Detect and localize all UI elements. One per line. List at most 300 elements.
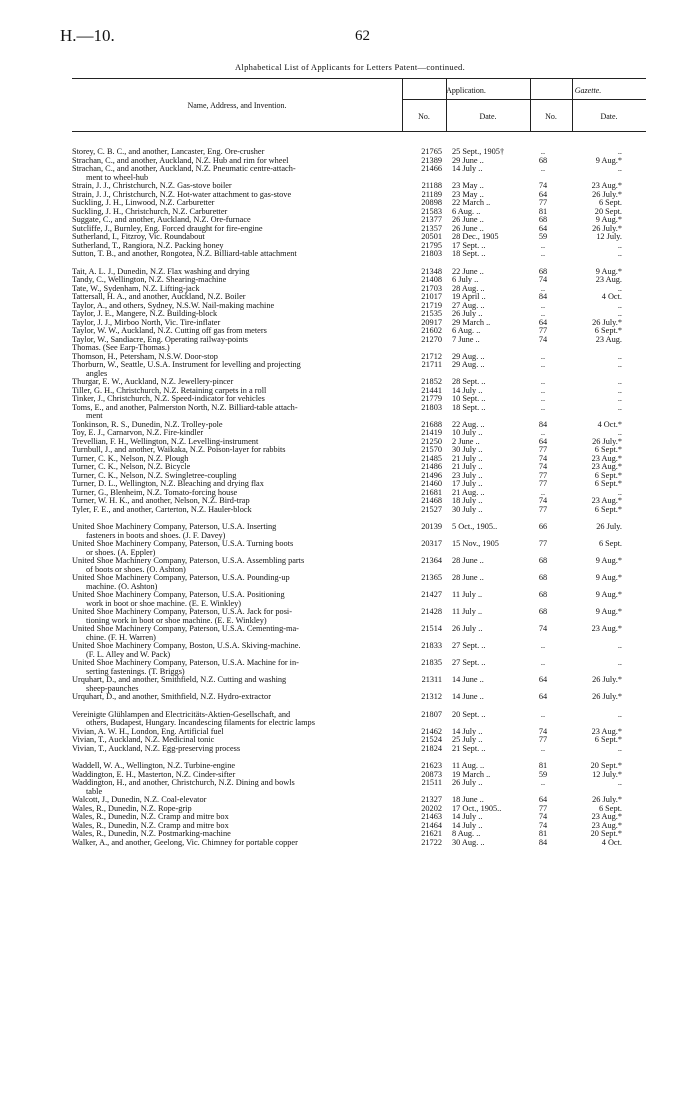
gazette-date: 26 July.* bbox=[592, 795, 622, 804]
gazette-date: .. bbox=[617, 743, 622, 753]
applicant-text: Tandy, C., Wellington, N.Z. Shearing-machine bbox=[72, 275, 227, 284]
application-number: 20898 bbox=[421, 198, 442, 207]
gazette-number: .. bbox=[540, 658, 546, 667]
applicant-text: Tyler, F. E., and another, Carterton, N.Z. Hauler-block bbox=[72, 504, 252, 514]
application-date: 8 Aug. .. bbox=[452, 829, 481, 838]
applicant-text-continued: fasteners in boots and shoes. (J. F. Davey) bbox=[86, 530, 226, 540]
application-number: 21466 bbox=[421, 164, 442, 173]
gazette-number: 68 bbox=[538, 590, 548, 599]
application-date: 22 March .. bbox=[452, 198, 491, 207]
gazette-date: 23 Aug.* bbox=[591, 726, 622, 736]
application-number: 21428 bbox=[421, 607, 442, 616]
applicant-text: Wales, R., Dunedin, N.Z. Cramp and mitre box bbox=[72, 812, 229, 821]
gazette-date: 23 Aug. bbox=[595, 275, 622, 284]
page-number: 62 bbox=[355, 28, 370, 44]
application-date: 14 July .. bbox=[452, 385, 483, 395]
application-date: 22 June .. bbox=[452, 266, 484, 276]
application-number: 21602 bbox=[421, 326, 442, 335]
application-number: 21270 bbox=[421, 334, 442, 344]
gazette-date: 20 Sept.* bbox=[590, 761, 622, 770]
gazette-number: 77 bbox=[538, 803, 548, 813]
applicant-text: Storey, C. B. C., and another, Lancaster, Eng. Ore-crusher bbox=[72, 147, 265, 156]
gazette-number: 68 bbox=[538, 215, 548, 224]
gazette-number: 84 bbox=[538, 419, 548, 429]
application-number: 21408 bbox=[421, 275, 442, 284]
application-number: 21524 bbox=[421, 735, 442, 744]
gazette-date: .. bbox=[617, 394, 622, 403]
applicant-text: Suckling, J. H., Christchurch, N.Z. Carburetter bbox=[72, 206, 228, 216]
applicant-text: Tait, A. L. J., Dunedin, N.Z. Flax washing and drying bbox=[72, 266, 250, 276]
header-gazette: Gazette. bbox=[574, 86, 602, 95]
applicant-text: Vivian, A. W. H., London, Eng. Artificial fuel bbox=[72, 726, 224, 736]
applicant-text: United Shoe Machinery Company, Paterson, U.S.A. Inserting bbox=[72, 522, 277, 531]
table-row bbox=[72, 404, 646, 421]
table-row bbox=[72, 745, 646, 754]
applicant-text: Sutcliffe, J., Burnley, Eng. Forced draught for fire-engine bbox=[72, 223, 263, 233]
gazette-date: 26 July.* bbox=[592, 317, 622, 327]
applicant-text-continued: chine. (F. H. Warren) bbox=[86, 632, 156, 642]
table-row bbox=[72, 250, 646, 259]
application-date: 27 Sept. .. bbox=[452, 658, 486, 667]
gazette-number: .. bbox=[540, 394, 546, 403]
application-number: 21583 bbox=[421, 206, 442, 216]
application-number: 21327 bbox=[421, 795, 442, 804]
applicant-name bbox=[72, 506, 402, 515]
applicant-text: Taylor, J. J., Mirboo North, Vic. Tire-inflater bbox=[72, 317, 221, 327]
application-date: 18 July .. bbox=[452, 496, 483, 505]
applicant-text: Sutherland, T., Rangiora, N.Z. Packing honey bbox=[72, 240, 224, 250]
gazette-number: .. bbox=[540, 778, 546, 787]
applicant-text-continued: ment to wheel-hub bbox=[86, 172, 149, 182]
gazette-number: 68 bbox=[538, 607, 548, 616]
gazette-number: .. bbox=[540, 377, 546, 386]
application-date: 29 Aug. .. bbox=[452, 360, 485, 369]
applicant-text: Vivian, T., Auckland, N.Z. Medicinal tonic bbox=[72, 735, 215, 744]
applicant-text: Taylor, W., Sandiacre, Eng. Operating railway-points bbox=[72, 334, 249, 344]
gazette-date: 4 Oct. bbox=[601, 837, 622, 847]
gazette-date: 6 Sept. bbox=[598, 539, 622, 548]
table-row bbox=[72, 165, 646, 182]
applicant-text: United Shoe Machinery Company, Paterson, U.S.A. Jack for posi- bbox=[72, 607, 292, 616]
application-date: 29 June .. bbox=[452, 155, 484, 165]
header-app-date: Date. bbox=[479, 112, 497, 121]
application-number: 21803 bbox=[421, 249, 442, 258]
application-date: 6 Aug. .. bbox=[452, 326, 481, 335]
application-number: 21312 bbox=[421, 692, 442, 701]
application-number: 21765 bbox=[421, 147, 442, 156]
gazette-number: 74 bbox=[538, 462, 548, 471]
gazette-date: 9 Aug.* bbox=[595, 590, 622, 599]
header-app-no: No. bbox=[418, 112, 430, 121]
application-number: 21722 bbox=[421, 837, 442, 847]
gazette-number: 77 bbox=[538, 198, 548, 207]
applicant-text: Tiller, G. H., Christchurch, N.Z. Retaining carpets in a roll bbox=[72, 385, 267, 395]
gazette-date: 6 Sept.* bbox=[594, 735, 622, 744]
applicant-text: Strachan, C., and another, Auckland, N.Z. Pneumatic centre-attach- bbox=[72, 164, 296, 173]
gazette-number: .. bbox=[540, 309, 546, 318]
application-date: 28 Dec., 1905 bbox=[452, 232, 499, 241]
gazette-number: .. bbox=[540, 300, 546, 310]
applicant-text: United Shoe Machinery Company, Paterson, U.S.A. Pounding-up bbox=[72, 573, 290, 582]
application-number: 21460 bbox=[421, 479, 442, 488]
applicant-text: Wales, R., Dunedin, N.Z. Rope-grip bbox=[72, 803, 192, 813]
application-number: 21719 bbox=[421, 300, 442, 310]
applicant-text: Turner, W. H. K., and another, Nelson, N.Z. Bird-trap bbox=[72, 496, 250, 505]
application-date: 10 July .. bbox=[452, 428, 483, 437]
gazette-number: 64 bbox=[538, 675, 548, 684]
application-number: 21514 bbox=[421, 624, 442, 633]
application-number: 21486 bbox=[421, 462, 442, 471]
applicant-text: Tate, W., Sydenham, N.Z. Lifting-jack bbox=[72, 283, 200, 293]
applicant-name bbox=[72, 659, 402, 676]
applicant-name bbox=[72, 574, 402, 591]
gazette-date: 23 Aug. bbox=[595, 334, 622, 344]
application-date: 20 Sept. .. bbox=[452, 709, 486, 719]
applicant-text: Suggate, C., and another, Auckland, N.Z. Ore-furnace bbox=[72, 215, 251, 224]
header-application: Application. bbox=[446, 86, 486, 95]
application-date: 14 July .. bbox=[452, 812, 483, 821]
applicant-text-continued: table bbox=[86, 786, 103, 796]
gazette-date: 4 Oct.* bbox=[597, 419, 622, 429]
application-number: 21712 bbox=[421, 351, 442, 361]
application-date: 11 Aug. .. bbox=[452, 761, 485, 770]
gazette-date: 9 Aug.* bbox=[595, 266, 622, 276]
applicant-text: Taylor, W. W., Auckland, N.Z. Cutting off gas from meters bbox=[72, 326, 267, 335]
application-date: 23 May .. bbox=[452, 181, 484, 190]
gazette-number: .. bbox=[540, 709, 546, 719]
gazette-date: 12 July.* bbox=[592, 769, 622, 779]
application-number: 21463 bbox=[421, 812, 442, 821]
application-date: 23 May .. bbox=[452, 189, 484, 199]
gazette-number: 64 bbox=[538, 436, 548, 446]
applicant-text: Taylor, A., and others, Sydney, N.S.W. Nail-making machine bbox=[72, 300, 275, 310]
gazette-number: 77 bbox=[538, 504, 548, 514]
table-row bbox=[72, 608, 646, 625]
application-date: 30 Aug. .. bbox=[452, 837, 485, 847]
applicant-text: Taylor, J. E., Mangere, N.Z. Building-block bbox=[72, 309, 218, 318]
applicant-text: Urquhart, D., and another, Smithfield, N.Z. Hydro-extractor bbox=[72, 692, 271, 701]
table-row bbox=[72, 676, 646, 693]
applicant-text: United Shoe Machinery Company, Paterson, U.S.A. Machine for in- bbox=[72, 658, 299, 667]
application-date: 28 June .. bbox=[452, 573, 484, 582]
applicant-text: Strain, J. J., Christchurch, N.Z. Hot-water attachment to gas-stove bbox=[72, 189, 292, 199]
gazette-date bbox=[562, 344, 622, 353]
gazette-number: 81 bbox=[538, 761, 548, 770]
application-date: 26 July .. bbox=[452, 778, 483, 787]
table-header bbox=[72, 78, 646, 132]
application-date: 14 June .. bbox=[452, 675, 484, 684]
application-date: 28 June .. bbox=[452, 556, 484, 565]
gazette-date: 20 Sept.* bbox=[590, 829, 622, 838]
applicant-text-continued: ment bbox=[86, 411, 103, 420]
gazette-number: 64 bbox=[538, 223, 548, 233]
applicant-text-continued: others, Budapest, Hungary. Incandescing filaments for electric lamps bbox=[86, 718, 315, 727]
application-date: 6 Aug. .. bbox=[452, 206, 481, 216]
applicant-text: Thurgar, E. W., Auckland, N.Z. Jewellery-pincer bbox=[72, 377, 234, 386]
application-number: 21419 bbox=[421, 428, 442, 437]
application-number: 21365 bbox=[421, 573, 442, 582]
header-gazette-date: Date. bbox=[600, 112, 618, 121]
gazette-date: .. bbox=[617, 249, 622, 258]
gazette-number: 74 bbox=[538, 181, 548, 190]
application-number: 21427 bbox=[421, 590, 442, 599]
gazette-date: .. bbox=[617, 360, 622, 369]
application-number: 20873 bbox=[421, 769, 442, 779]
gazette-number: 59 bbox=[538, 769, 548, 779]
gazette-number: 77 bbox=[538, 470, 548, 480]
header-name: Name, Address, and Invention. bbox=[187, 101, 287, 110]
application-date: 21 July .. bbox=[452, 453, 483, 463]
applicant-text: Walcott, J., Dunedin, N.Z. Coal-elevator bbox=[72, 795, 207, 804]
gazette-date: 12 July. bbox=[596, 232, 622, 241]
gazette-number: 64 bbox=[538, 317, 548, 327]
gazette-date: 23 Aug.* bbox=[591, 453, 622, 463]
application-number: 21703 bbox=[421, 283, 442, 293]
applicant-text: Waddington, E. H., Masterton, N.Z. Cinder-sifter bbox=[72, 769, 236, 779]
patent-table bbox=[72, 78, 646, 847]
application-number: 21188 bbox=[421, 181, 442, 190]
application-number: 21807 bbox=[421, 709, 442, 719]
gazette-number: 77 bbox=[538, 479, 548, 488]
applicant-text: Turner, C. K., Nelson, N.Z. Plough bbox=[72, 453, 189, 463]
application-date: 30 July .. bbox=[452, 504, 483, 514]
application-number: 21468 bbox=[421, 496, 442, 505]
gazette-date: 26 July.* bbox=[592, 692, 622, 701]
application-date: 22 Aug. .. bbox=[452, 419, 485, 429]
table-row bbox=[72, 523, 646, 540]
applicant-text-continued: (F. L. Alley and W. Pack) bbox=[86, 649, 171, 659]
application-date: 26 June .. bbox=[452, 223, 484, 233]
applicant-text: Strain, J. J., Christchurch, N.Z. Gas-stove boiler bbox=[72, 181, 232, 190]
gazette-date: .. bbox=[617, 147, 622, 156]
gazette-number: 84 bbox=[538, 292, 548, 301]
application-date: 14 July .. bbox=[452, 726, 483, 736]
gazette-date: .. bbox=[617, 385, 622, 395]
applicant-text: Sutton, T. B., and another, Rongotea, N.Z. Billiard-table attachment bbox=[72, 249, 297, 258]
page-title: Alphabetical List of Applicants for Letters Patent—continued. bbox=[234, 62, 466, 72]
gazette-date: 9 Aug.* bbox=[595, 215, 622, 224]
gazette-date: 6 Sept. bbox=[598, 803, 622, 813]
application-number: 20917 bbox=[421, 317, 442, 327]
applicant-text: Thomas. (See Earp-Thomas.) bbox=[72, 343, 170, 352]
gazette-number: .. bbox=[540, 743, 546, 753]
application-date: 18 Sept. .. bbox=[452, 249, 486, 258]
gazette-number: 74 bbox=[538, 275, 548, 284]
gazette-date: 6 Sept.* bbox=[594, 479, 622, 488]
gazette-number: .. bbox=[540, 385, 546, 395]
table-row bbox=[72, 361, 646, 378]
application-number: 21485 bbox=[421, 453, 442, 463]
applicant-text-continued: work in boot or shoe machine. (E. E. Winkley) bbox=[86, 598, 242, 608]
applicant-name bbox=[72, 250, 402, 259]
applicant-text: Turner, D. L., Wellington, N.Z. Bleaching and drying flax bbox=[72, 479, 264, 488]
gazette-number: 77 bbox=[538, 735, 548, 744]
application-number: 21711 bbox=[421, 360, 442, 369]
gazette-date: 26 July.* bbox=[592, 436, 622, 446]
application-number: 21017 bbox=[421, 292, 442, 301]
gazette-number: .. bbox=[540, 147, 546, 156]
gazette-number: .. bbox=[540, 487, 546, 497]
applicant-text: Turner, G., Blenheim, N.Z. Tomato-forcing house bbox=[72, 487, 238, 497]
application-number: 21511 bbox=[421, 778, 442, 787]
application-number: 20317 bbox=[421, 539, 442, 548]
gazette-date: .. bbox=[617, 240, 622, 250]
application-date: 21 Sept. .. bbox=[452, 743, 486, 753]
application-number: 21527 bbox=[421, 504, 442, 514]
applicant-name bbox=[72, 523, 402, 540]
applicant-text: United Shoe Machinery Company, Boston, U.S.A. Skiving-machine. bbox=[72, 641, 301, 650]
application-date: 7 June .. bbox=[452, 334, 480, 344]
gazette-date: 23 Aug.* bbox=[591, 496, 622, 505]
applicant-text: Vereinigte Glühlampen and Electricitäts-Aktien-Gesellschaft, and bbox=[72, 709, 291, 719]
applicant-text: Suckling, J. H., Linwood, N.Z. Carburetter bbox=[72, 198, 215, 207]
gazette-date: 23 Aug.* bbox=[591, 624, 622, 633]
gazette-number: 74 bbox=[538, 820, 548, 830]
applicant-text: Turner, C. K., Nelson, N.Z. Swingletree-coupling bbox=[72, 470, 237, 480]
applicant-name bbox=[72, 676, 402, 693]
application-date: 27 Sept. .. bbox=[452, 641, 486, 650]
table-row bbox=[72, 779, 646, 796]
gazette-date: 6 Sept.* bbox=[594, 445, 622, 454]
application-number: 21364 bbox=[421, 556, 442, 565]
application-date: 14 July .. bbox=[452, 164, 483, 173]
gazette-number: 59 bbox=[538, 232, 548, 241]
application-number: 21535 bbox=[421, 309, 442, 318]
gazette-number: 77 bbox=[538, 539, 548, 548]
applicant-text: Waddell, W. A., Wellington, N.Z. Turbine-engine bbox=[72, 761, 236, 770]
application-number: 20501 bbox=[421, 232, 442, 241]
application-date: 21 Aug. .. bbox=[452, 487, 485, 497]
gazette-number: .. bbox=[540, 283, 546, 293]
gazette-date: 26 July.* bbox=[592, 223, 622, 233]
applicant-name bbox=[72, 625, 402, 642]
applicant-text: Wales, R., Dunedin, N.Z. Cramp and mitre box bbox=[72, 820, 229, 830]
gazette-number: 81 bbox=[538, 829, 548, 838]
application-number: 21835 bbox=[421, 658, 442, 667]
gazette-number: 84 bbox=[538, 837, 548, 847]
gazette-number: .. bbox=[540, 249, 546, 258]
gazette-number: .. bbox=[540, 351, 546, 361]
application-date: 30 July .. bbox=[452, 445, 483, 454]
application-number: 21833 bbox=[421, 641, 442, 650]
gazette-number: 74 bbox=[538, 334, 548, 344]
application-date: 21 July .. bbox=[452, 462, 483, 471]
application-date: 11 July .. bbox=[452, 590, 483, 599]
applicant-name bbox=[72, 361, 402, 378]
gazette-date: .. bbox=[617, 487, 622, 497]
applicant-name bbox=[72, 693, 402, 702]
application-number: 21441 bbox=[421, 385, 442, 395]
gazette-date: .. bbox=[617, 658, 622, 667]
application-date: 25 July .. bbox=[452, 735, 483, 744]
gazette-number: 64 bbox=[538, 189, 548, 199]
application-number: 21681 bbox=[421, 487, 442, 497]
gazette-date: 6 Sept.* bbox=[594, 470, 622, 480]
gazette-number: 74 bbox=[538, 453, 548, 463]
gazette-date: .. bbox=[617, 283, 622, 293]
gazette-date: 9 Aug.* bbox=[595, 573, 622, 582]
table-row bbox=[72, 642, 646, 659]
application-date: 23 July .. bbox=[452, 470, 483, 480]
application-number: 21852 bbox=[421, 377, 442, 386]
applicant-name bbox=[72, 591, 402, 608]
applicant-name bbox=[72, 711, 402, 728]
gazette-number: .. bbox=[540, 641, 546, 650]
application-date: 6 July .. bbox=[452, 275, 479, 284]
gazette-date: .. bbox=[617, 402, 622, 412]
gazette-number: 68 bbox=[538, 573, 548, 582]
application-date: 18 Sept. .. bbox=[452, 402, 486, 412]
applicant-text: Thorburn, W., Seattle, U.S.A. Instrument for levelling and projecting bbox=[72, 360, 301, 369]
gazette-date: .. bbox=[617, 377, 622, 386]
gazette-date: 23 Aug.* bbox=[591, 462, 622, 471]
gazette-number: 68 bbox=[538, 556, 548, 565]
application-date: 5 Oct., 1905.. bbox=[452, 522, 498, 531]
applicant-name bbox=[72, 745, 402, 754]
applicant-text: Tonkinson, R. S., Dunedin, N.Z. Trolley-pole bbox=[72, 419, 223, 429]
gazette-date: 6 Sept. bbox=[598, 198, 622, 207]
gazette-number: .. bbox=[540, 402, 546, 412]
gazette-date: .. bbox=[617, 428, 622, 437]
gazette-number: 77 bbox=[538, 445, 548, 454]
applicant-text: Tinker, J., Christchurch, N.Z. Speed-indicator for vehicles bbox=[72, 394, 265, 403]
application-number: 21357 bbox=[421, 223, 442, 233]
gazette-date: .. bbox=[617, 309, 622, 318]
report-code: H.—10. bbox=[60, 26, 115, 45]
applicant-text: Waddington, H., and another, Christchurch, N.Z. Dining and bowls bbox=[72, 778, 295, 787]
gazette-number: 64 bbox=[538, 795, 548, 804]
gazette-date: 6 Sept.* bbox=[594, 326, 622, 335]
application-date: 18 June .. bbox=[452, 795, 484, 804]
applicant-text: Thomson, H., Petersham, N.S.W. Door-stop bbox=[72, 351, 218, 361]
application-date: 28 Sept. .. bbox=[452, 377, 486, 386]
application-date: 14 June .. bbox=[452, 692, 484, 701]
application-date: 29 March .. bbox=[452, 317, 491, 327]
application-date: 29 Aug. .. bbox=[452, 351, 485, 361]
applicant-text: United Shoe Machinery Company, Paterson, U.S.A. Assembling parts bbox=[72, 556, 305, 565]
application-number: 21803 bbox=[421, 402, 442, 412]
table-row bbox=[72, 659, 646, 676]
gazette-number: 64 bbox=[538, 692, 548, 701]
applicant-text-continued: of boots or shoes. (O. Ashton) bbox=[86, 564, 186, 574]
gazette-date: .. bbox=[617, 778, 622, 787]
gazette-number: .. bbox=[540, 428, 546, 437]
application-date: 14 July .. bbox=[452, 820, 483, 830]
applicant-text-continued: or shoes. (A. Eppler) bbox=[86, 547, 156, 557]
table-row bbox=[72, 540, 646, 557]
application-date: 28 Aug. .. bbox=[452, 283, 485, 293]
applicant-name bbox=[72, 608, 402, 625]
gazette-date: 26 July.* bbox=[592, 189, 622, 199]
application-date: 19 March .. bbox=[452, 769, 491, 779]
application-date: 27 Aug. .. bbox=[452, 300, 485, 310]
application-number: 20202 bbox=[421, 803, 442, 813]
application-date: 10 Sept. .. bbox=[452, 394, 486, 403]
applicant-name bbox=[72, 404, 402, 421]
application-date: 17 July .. bbox=[452, 479, 483, 488]
application-number: 21464 bbox=[421, 820, 442, 830]
gazette-number: 74 bbox=[538, 496, 548, 505]
gazette-date: .. bbox=[617, 164, 622, 173]
applicant-text: United Shoe Machinery Company, Paterson, U.S.A. Cementing-ma- bbox=[72, 624, 299, 633]
applicant-text: United Shoe Machinery Company, Paterson, U.S.A. Positioning bbox=[72, 590, 285, 599]
application-number: 21688 bbox=[421, 419, 442, 429]
applicant-name bbox=[72, 540, 402, 557]
application-number: 21377 bbox=[421, 215, 442, 224]
applicant-text: Toy, E. J., Carnarvon, N.Z. Fire-kindler bbox=[72, 428, 204, 437]
gazette-date: .. bbox=[617, 709, 622, 719]
application-number: 21779 bbox=[421, 394, 442, 403]
